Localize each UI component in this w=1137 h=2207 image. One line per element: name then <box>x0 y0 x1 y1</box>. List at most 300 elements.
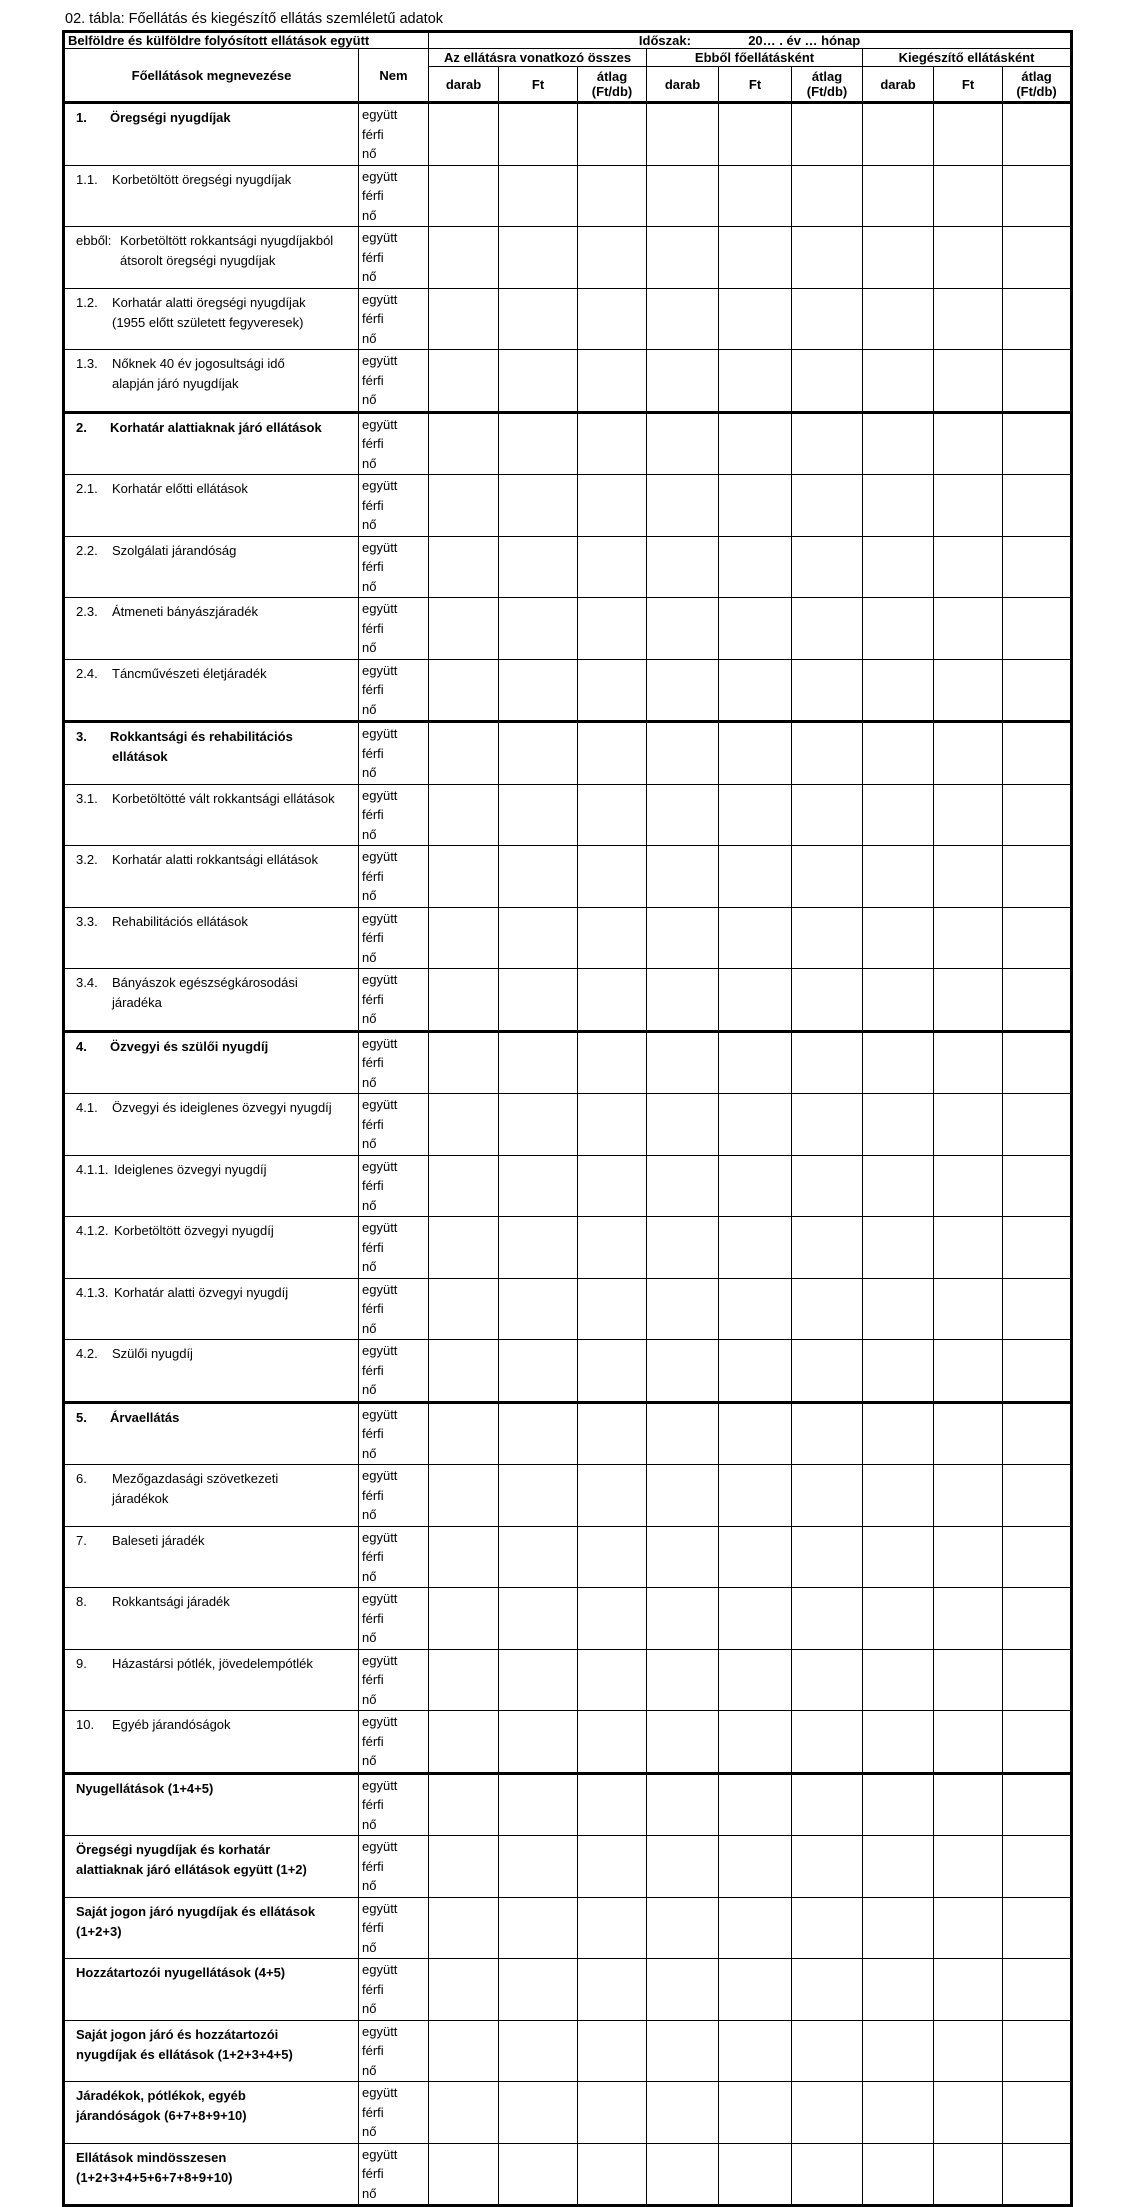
input-cell[interactable] <box>863 846 934 908</box>
input-cell[interactable] <box>647 350 719 413</box>
input-cell[interactable] <box>719 475 792 537</box>
input-cell[interactable] <box>792 103 863 166</box>
input-cell[interactable] <box>863 412 934 475</box>
input-cell[interactable] <box>578 350 647 413</box>
input-cell[interactable] <box>719 1773 792 1836</box>
input-cell[interactable] <box>647 165 719 227</box>
input-cell[interactable] <box>578 475 647 537</box>
input-cell[interactable] <box>647 103 719 166</box>
input-cell[interactable] <box>792 536 863 598</box>
input-cell[interactable] <box>719 1278 792 1340</box>
input-cell[interactable] <box>429 1773 499 1836</box>
input-cell[interactable] <box>934 1155 1003 1217</box>
input-cell[interactable] <box>499 784 578 846</box>
input-cell[interactable] <box>429 969 499 1032</box>
input-cell[interactable] <box>792 1711 863 1774</box>
input-cell[interactable] <box>792 350 863 413</box>
input-cell[interactable] <box>429 288 499 350</box>
input-cell[interactable] <box>863 536 934 598</box>
input-cell[interactable] <box>499 722 578 785</box>
input-cell[interactable] <box>792 969 863 1032</box>
input-cell[interactable] <box>647 288 719 350</box>
input-cell[interactable] <box>719 1526 792 1588</box>
input-cell[interactable] <box>499 1959 578 2021</box>
input-cell[interactable] <box>578 2020 647 2082</box>
input-cell[interactable] <box>499 165 578 227</box>
input-cell[interactable] <box>578 1094 647 1156</box>
input-cell[interactable] <box>1003 1155 1072 1217</box>
input-cell[interactable] <box>578 1711 647 1774</box>
input-cell[interactable] <box>934 103 1003 166</box>
input-cell[interactable] <box>578 1217 647 1279</box>
input-cell[interactable] <box>499 659 578 722</box>
input-cell[interactable] <box>499 103 578 166</box>
input-cell[interactable] <box>719 1217 792 1279</box>
input-cell[interactable] <box>863 2020 934 2082</box>
input-cell[interactable] <box>719 722 792 785</box>
input-cell[interactable] <box>578 1465 647 1527</box>
input-cell[interactable] <box>578 1278 647 1340</box>
input-cell[interactable] <box>719 1836 792 1898</box>
input-cell[interactable] <box>578 2082 647 2144</box>
input-cell[interactable] <box>429 659 499 722</box>
input-cell[interactable] <box>1003 412 1072 475</box>
input-cell[interactable] <box>499 1588 578 1650</box>
input-cell[interactable] <box>647 475 719 537</box>
input-cell[interactable] <box>1003 227 1072 289</box>
input-cell[interactable] <box>863 659 934 722</box>
input-cell[interactable] <box>499 288 578 350</box>
input-cell[interactable] <box>429 1711 499 1774</box>
input-cell[interactable] <box>792 598 863 660</box>
input-cell[interactable] <box>934 1836 1003 1898</box>
input-cell[interactable] <box>934 1278 1003 1340</box>
input-cell[interactable] <box>792 846 863 908</box>
input-cell[interactable] <box>499 907 578 969</box>
input-cell[interactable] <box>792 2020 863 2082</box>
input-cell[interactable] <box>719 1897 792 1959</box>
input-cell[interactable] <box>934 1340 1003 1403</box>
input-cell[interactable] <box>934 227 1003 289</box>
input-cell[interactable] <box>429 1340 499 1403</box>
input-cell[interactable] <box>1003 1959 1072 2021</box>
input-cell[interactable] <box>1003 1465 1072 1527</box>
input-cell[interactable] <box>499 227 578 289</box>
input-cell[interactable] <box>429 475 499 537</box>
input-cell[interactable] <box>429 1897 499 1959</box>
input-cell[interactable] <box>647 1897 719 1959</box>
input-cell[interactable] <box>792 722 863 785</box>
input-cell[interactable] <box>647 784 719 846</box>
input-cell[interactable] <box>429 722 499 785</box>
input-cell[interactable] <box>647 1402 719 1465</box>
input-cell[interactable] <box>647 1031 719 1094</box>
input-cell[interactable] <box>719 907 792 969</box>
input-cell[interactable] <box>499 2143 578 2206</box>
input-cell[interactable] <box>792 1959 863 2021</box>
input-cell[interactable] <box>647 598 719 660</box>
input-cell[interactable] <box>1003 1526 1072 1588</box>
input-cell[interactable] <box>863 475 934 537</box>
input-cell[interactable] <box>429 846 499 908</box>
input-cell[interactable] <box>792 2082 863 2144</box>
input-cell[interactable] <box>792 475 863 537</box>
input-cell[interactable] <box>863 1526 934 1588</box>
input-cell[interactable] <box>578 659 647 722</box>
input-cell[interactable] <box>792 907 863 969</box>
input-cell[interactable] <box>934 784 1003 846</box>
input-cell[interactable] <box>934 350 1003 413</box>
input-cell[interactable] <box>429 1031 499 1094</box>
input-cell[interactable] <box>719 1094 792 1156</box>
input-cell[interactable] <box>719 103 792 166</box>
input-cell[interactable] <box>429 1836 499 1898</box>
input-cell[interactable] <box>429 1217 499 1279</box>
input-cell[interactable] <box>1003 1402 1072 1465</box>
input-cell[interactable] <box>934 165 1003 227</box>
input-cell[interactable] <box>499 846 578 908</box>
input-cell[interactable] <box>792 227 863 289</box>
input-cell[interactable] <box>499 1278 578 1340</box>
input-cell[interactable] <box>719 1402 792 1465</box>
input-cell[interactable] <box>719 412 792 475</box>
input-cell[interactable] <box>863 2143 934 2206</box>
input-cell[interactable] <box>792 1278 863 1340</box>
input-cell[interactable] <box>647 2020 719 2082</box>
input-cell[interactable] <box>578 1773 647 1836</box>
input-cell[interactable] <box>578 165 647 227</box>
input-cell[interactable] <box>863 1217 934 1279</box>
input-cell[interactable] <box>1003 784 1072 846</box>
input-cell[interactable] <box>863 1031 934 1094</box>
input-cell[interactable] <box>792 165 863 227</box>
input-cell[interactable] <box>499 1155 578 1217</box>
input-cell[interactable] <box>863 288 934 350</box>
input-cell[interactable] <box>863 907 934 969</box>
input-cell[interactable] <box>1003 1278 1072 1340</box>
input-cell[interactable] <box>719 2020 792 2082</box>
input-cell[interactable] <box>578 2143 647 2206</box>
input-cell[interactable] <box>578 598 647 660</box>
input-cell[interactable] <box>429 2143 499 2206</box>
input-cell[interactable] <box>719 1155 792 1217</box>
input-cell[interactable] <box>578 1588 647 1650</box>
input-cell[interactable] <box>578 846 647 908</box>
input-cell[interactable] <box>1003 536 1072 598</box>
input-cell[interactable] <box>647 907 719 969</box>
input-cell[interactable] <box>863 1773 934 1836</box>
input-cell[interactable] <box>863 103 934 166</box>
input-cell[interactable] <box>647 722 719 785</box>
input-cell[interactable] <box>499 1340 578 1403</box>
input-cell[interactable] <box>578 1031 647 1094</box>
input-cell[interactable] <box>429 907 499 969</box>
input-cell[interactable] <box>429 536 499 598</box>
input-cell[interactable] <box>1003 2082 1072 2144</box>
input-cell[interactable] <box>719 227 792 289</box>
input-cell[interactable] <box>578 412 647 475</box>
input-cell[interactable] <box>1003 846 1072 908</box>
input-cell[interactable] <box>647 846 719 908</box>
input-cell[interactable] <box>647 1155 719 1217</box>
input-cell[interactable] <box>934 1465 1003 1527</box>
input-cell[interactable] <box>647 536 719 598</box>
input-cell[interactable] <box>499 1649 578 1711</box>
input-cell[interactable] <box>647 1649 719 1711</box>
input-cell[interactable] <box>719 1711 792 1774</box>
input-cell[interactable] <box>1003 2143 1072 2206</box>
input-cell[interactable] <box>934 1031 1003 1094</box>
input-cell[interactable] <box>429 2082 499 2144</box>
input-cell[interactable] <box>934 1094 1003 1156</box>
input-cell[interactable] <box>719 1031 792 1094</box>
input-cell[interactable] <box>1003 103 1072 166</box>
input-cell[interactable] <box>934 1959 1003 2021</box>
input-cell[interactable] <box>499 1217 578 1279</box>
input-cell[interactable] <box>719 2082 792 2144</box>
input-cell[interactable] <box>647 227 719 289</box>
input-cell[interactable] <box>1003 475 1072 537</box>
input-cell[interactable] <box>934 2143 1003 2206</box>
input-cell[interactable] <box>719 350 792 413</box>
input-cell[interactable] <box>647 1526 719 1588</box>
input-cell[interactable] <box>647 1217 719 1279</box>
input-cell[interactable] <box>792 1526 863 1588</box>
input-cell[interactable] <box>499 536 578 598</box>
input-cell[interactable] <box>863 1402 934 1465</box>
input-cell[interactable] <box>934 907 1003 969</box>
input-cell[interactable] <box>792 1155 863 1217</box>
input-cell[interactable] <box>647 1340 719 1403</box>
input-cell[interactable] <box>578 288 647 350</box>
input-cell[interactable] <box>1003 907 1072 969</box>
input-cell[interactable] <box>719 598 792 660</box>
input-cell[interactable] <box>429 1959 499 2021</box>
input-cell[interactable] <box>429 227 499 289</box>
input-cell[interactable] <box>792 1217 863 1279</box>
input-cell[interactable] <box>1003 1031 1072 1094</box>
input-cell[interactable] <box>499 2082 578 2144</box>
input-cell[interactable] <box>863 1959 934 2021</box>
input-cell[interactable] <box>719 1465 792 1527</box>
input-cell[interactable] <box>863 969 934 1032</box>
input-cell[interactable] <box>863 784 934 846</box>
input-cell[interactable] <box>792 1031 863 1094</box>
input-cell[interactable] <box>429 2020 499 2082</box>
input-cell[interactable] <box>647 412 719 475</box>
input-cell[interactable] <box>1003 1217 1072 1279</box>
input-cell[interactable] <box>578 1340 647 1403</box>
input-cell[interactable] <box>647 2143 719 2206</box>
input-cell[interactable] <box>719 969 792 1032</box>
input-cell[interactable] <box>1003 1897 1072 1959</box>
input-cell[interactable] <box>719 2143 792 2206</box>
input-cell[interactable] <box>647 1836 719 1898</box>
input-cell[interactable] <box>792 659 863 722</box>
input-cell[interactable] <box>499 1836 578 1898</box>
input-cell[interactable] <box>578 722 647 785</box>
input-cell[interactable] <box>647 1773 719 1836</box>
input-cell[interactable] <box>578 1897 647 1959</box>
input-cell[interactable] <box>792 412 863 475</box>
input-cell[interactable] <box>578 1649 647 1711</box>
input-cell[interactable] <box>499 1402 578 1465</box>
input-cell[interactable] <box>792 2143 863 2206</box>
input-cell[interactable] <box>863 1155 934 1217</box>
input-cell[interactable] <box>863 1094 934 1156</box>
input-cell[interactable] <box>934 536 1003 598</box>
input-cell[interactable] <box>578 1526 647 1588</box>
input-cell[interactable] <box>934 1897 1003 1959</box>
input-cell[interactable] <box>499 1094 578 1156</box>
input-cell[interactable] <box>578 536 647 598</box>
input-cell[interactable] <box>578 1959 647 2021</box>
input-cell[interactable] <box>719 165 792 227</box>
input-cell[interactable] <box>934 1217 1003 1279</box>
input-cell[interactable] <box>792 1773 863 1836</box>
input-cell[interactable] <box>578 1836 647 1898</box>
input-cell[interactable] <box>499 1465 578 1527</box>
input-cell[interactable] <box>792 1094 863 1156</box>
input-cell[interactable] <box>934 722 1003 785</box>
input-cell[interactable] <box>1003 1649 1072 1711</box>
input-cell[interactable] <box>1003 165 1072 227</box>
input-cell[interactable] <box>934 846 1003 908</box>
input-cell[interactable] <box>429 412 499 475</box>
input-cell[interactable] <box>1003 1836 1072 1898</box>
input-cell[interactable] <box>719 846 792 908</box>
input-cell[interactable] <box>863 350 934 413</box>
input-cell[interactable] <box>647 969 719 1032</box>
input-cell[interactable] <box>934 288 1003 350</box>
input-cell[interactable] <box>647 1959 719 2021</box>
input-cell[interactable] <box>863 598 934 660</box>
input-cell[interactable] <box>429 1526 499 1588</box>
input-cell[interactable] <box>1003 722 1072 785</box>
input-cell[interactable] <box>719 659 792 722</box>
input-cell[interactable] <box>429 350 499 413</box>
input-cell[interactable] <box>719 288 792 350</box>
input-cell[interactable] <box>934 659 1003 722</box>
input-cell[interactable] <box>863 1465 934 1527</box>
input-cell[interactable] <box>863 1836 934 1898</box>
input-cell[interactable] <box>647 1094 719 1156</box>
input-cell[interactable] <box>792 1649 863 1711</box>
input-cell[interactable] <box>1003 2020 1072 2082</box>
input-cell[interactable] <box>863 165 934 227</box>
input-cell[interactable] <box>429 1094 499 1156</box>
input-cell[interactable] <box>792 1340 863 1403</box>
input-cell[interactable] <box>863 1588 934 1650</box>
input-cell[interactable] <box>647 1588 719 1650</box>
input-cell[interactable] <box>499 1526 578 1588</box>
input-cell[interactable] <box>792 1897 863 1959</box>
input-cell[interactable] <box>578 907 647 969</box>
input-cell[interactable] <box>499 1031 578 1094</box>
input-cell[interactable] <box>499 1773 578 1836</box>
input-cell[interactable] <box>934 2020 1003 2082</box>
input-cell[interactable] <box>429 103 499 166</box>
input-cell[interactable] <box>429 1649 499 1711</box>
input-cell[interactable] <box>429 598 499 660</box>
input-cell[interactable] <box>499 598 578 660</box>
input-cell[interactable] <box>499 350 578 413</box>
input-cell[interactable] <box>719 1340 792 1403</box>
input-cell[interactable] <box>719 1588 792 1650</box>
input-cell[interactable] <box>934 1649 1003 1711</box>
input-cell[interactable] <box>647 1711 719 1774</box>
input-cell[interactable] <box>1003 1773 1072 1836</box>
input-cell[interactable] <box>719 536 792 598</box>
input-cell[interactable] <box>1003 598 1072 660</box>
input-cell[interactable] <box>934 475 1003 537</box>
input-cell[interactable] <box>429 1588 499 1650</box>
input-cell[interactable] <box>863 1897 934 1959</box>
input-cell[interactable] <box>934 1711 1003 1774</box>
input-cell[interactable] <box>499 1897 578 1959</box>
input-cell[interactable] <box>647 1278 719 1340</box>
input-cell[interactable] <box>934 1588 1003 1650</box>
input-cell[interactable] <box>429 784 499 846</box>
input-cell[interactable] <box>934 598 1003 660</box>
input-cell[interactable] <box>499 412 578 475</box>
input-cell[interactable] <box>578 1155 647 1217</box>
input-cell[interactable] <box>647 659 719 722</box>
input-cell[interactable] <box>578 1402 647 1465</box>
input-cell[interactable] <box>499 1711 578 1774</box>
input-cell[interactable] <box>792 784 863 846</box>
input-cell[interactable] <box>719 1649 792 1711</box>
input-cell[interactable] <box>499 2020 578 2082</box>
input-cell[interactable] <box>578 227 647 289</box>
input-cell[interactable] <box>1003 659 1072 722</box>
input-cell[interactable] <box>1003 1588 1072 1650</box>
input-cell[interactable] <box>499 475 578 537</box>
input-cell[interactable] <box>934 1773 1003 1836</box>
input-cell[interactable] <box>863 722 934 785</box>
input-cell[interactable] <box>1003 969 1072 1032</box>
input-cell[interactable] <box>1003 288 1072 350</box>
input-cell[interactable] <box>429 1465 499 1527</box>
input-cell[interactable] <box>863 2082 934 2144</box>
input-cell[interactable] <box>1003 1711 1072 1774</box>
input-cell[interactable] <box>647 1465 719 1527</box>
input-cell[interactable] <box>792 1836 863 1898</box>
input-cell[interactable] <box>647 2082 719 2144</box>
input-cell[interactable] <box>719 784 792 846</box>
input-cell[interactable] <box>719 1959 792 2021</box>
input-cell[interactable] <box>934 2082 1003 2144</box>
input-cell[interactable] <box>578 969 647 1032</box>
input-cell[interactable] <box>934 969 1003 1032</box>
input-cell[interactable] <box>792 288 863 350</box>
input-cell[interactable] <box>499 969 578 1032</box>
input-cell[interactable] <box>863 1711 934 1774</box>
input-cell[interactable] <box>934 412 1003 475</box>
input-cell[interactable] <box>792 1402 863 1465</box>
input-cell[interactable] <box>578 784 647 846</box>
input-cell[interactable] <box>429 1402 499 1465</box>
input-cell[interactable] <box>792 1465 863 1527</box>
input-cell[interactable] <box>429 1278 499 1340</box>
input-cell[interactable] <box>863 1649 934 1711</box>
input-cell[interactable] <box>934 1526 1003 1588</box>
input-cell[interactable] <box>1003 1094 1072 1156</box>
input-cell[interactable] <box>1003 350 1072 413</box>
input-cell[interactable] <box>934 1402 1003 1465</box>
input-cell[interactable] <box>863 1278 934 1340</box>
input-cell[interactable] <box>429 1155 499 1217</box>
